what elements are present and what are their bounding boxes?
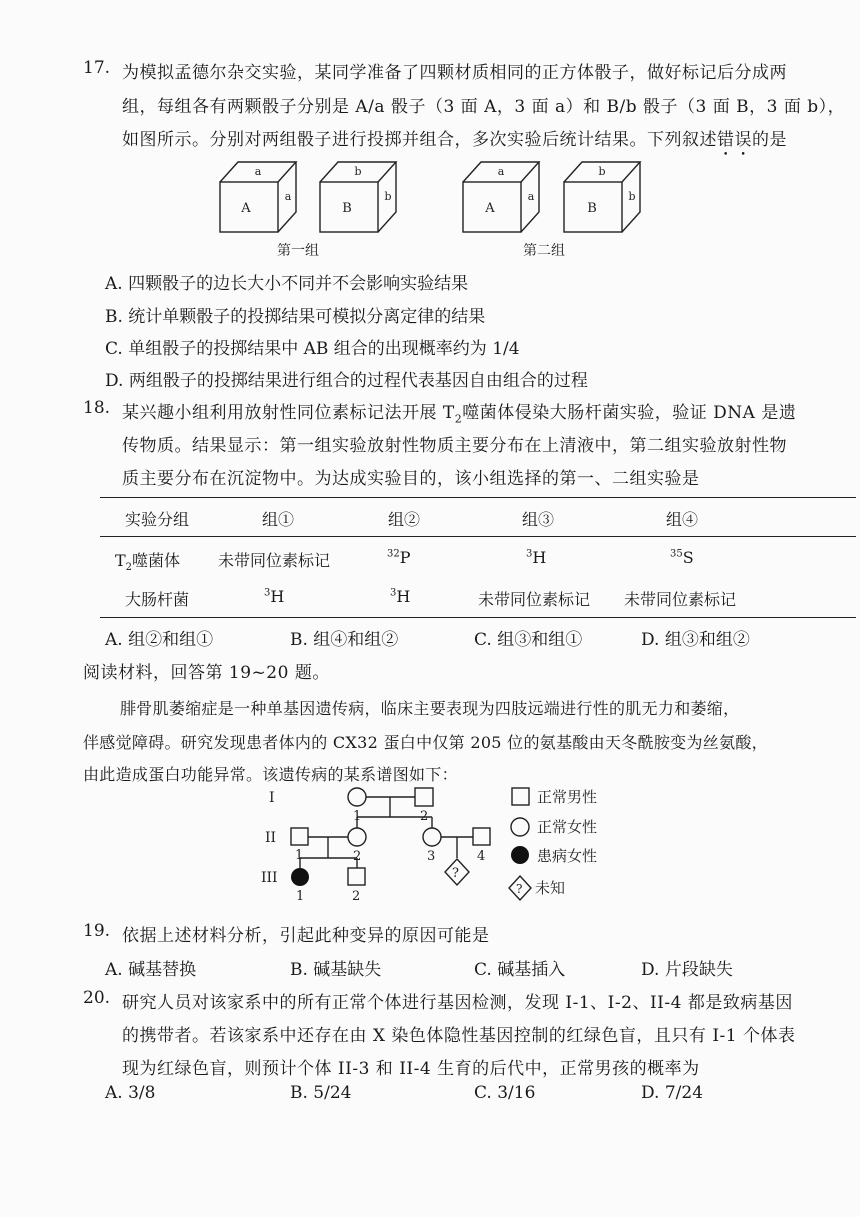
q17-option-b: B. 统计单颗骰子的投掷结果可模拟分离定律的结果	[105, 307, 486, 327]
legend-normal-female: 正常女性	[537, 818, 598, 836]
table-row1-g1: 未带同位素标记	[218, 551, 331, 570]
die3-front: A	[485, 201, 495, 216]
q19-option-d: D. 片段缺失	[641, 960, 733, 980]
table-row2-g4: 未带同位素标记	[624, 590, 737, 609]
II-4-male	[473, 828, 490, 845]
q19-stem: 依据上述材料分析，引起此种变异的原因可能是	[122, 926, 490, 946]
table-row1-g3: $^3$H	[526, 548, 547, 567]
legend-female-icon	[511, 818, 529, 836]
reading-p2: 伴感觉障碍。研究发现患者体内的 CX32 蛋白中仅第 205 位的氨基酸由天冬酰胺变为丝氨酸，	[83, 733, 768, 752]
q19-option-b: B. 碱基缺失	[290, 960, 382, 980]
table-row2-g3: 未带同位素标记	[478, 590, 591, 609]
table-header-g1: 组①	[262, 510, 295, 529]
q17-stem-line2: 组，每组各有两颗骰子分别是 A/a 骰子（3 面 A，3 面 a）和 B/b 骰子（3 面 B，3 面 b），	[122, 97, 846, 117]
table-bottom-rule	[100, 617, 856, 618]
table-header-g2: 组②	[388, 510, 421, 529]
table-row1-g2: $^{32}$P	[387, 548, 411, 567]
q20-option-b: B. 5/24	[290, 1083, 352, 1103]
die2-top: b	[354, 165, 362, 178]
die2-front: B	[342, 201, 352, 216]
table-header-g3: 组③	[522, 510, 555, 529]
gen-I-label: I	[269, 790, 275, 806]
I-2-num: 2	[420, 809, 429, 824]
q18-stem-line2: 传物质。结果显示：第一组实验放射性物质主要分布在上清液中，第二组实验放射性物	[122, 436, 787, 456]
q17-stem-line1: 为模拟孟德尔杂交实验，某同学准备了四颗材质相同的正方体骰子，做好标记后分成两	[122, 63, 787, 83]
table-top-rule	[100, 497, 856, 498]
II-3-num: 3	[427, 849, 436, 864]
III-2-male	[348, 868, 365, 885]
q18-stem-line3: 质主要分布在沉淀物中。为达成实验目的，该小组选择的第一、二组实验是	[122, 469, 700, 489]
reading-p1: 腓骨肌萎缩症是一种单基因遗传病，临床主要表现为四肢远端进行性的肌无力和萎缩，	[120, 699, 740, 718]
die2-side: b	[384, 190, 392, 203]
q19-option-c: C. 碱基插入	[474, 960, 566, 980]
die4-top: b	[598, 165, 606, 178]
table-row2-g2: $^3$H	[390, 587, 411, 606]
legend-unknown-mark: ?	[516, 882, 523, 896]
q17-stem-line3: 如图所示。分别对两组骰子进行投掷并组合，多次实验后统计结果。下列叙述错误的是	[122, 130, 787, 150]
gen-II-label: II	[265, 830, 277, 846]
q17-option-a: A. 四颗骰子的边长大小不同并不会影响实验结果	[105, 274, 469, 294]
emphasis-wrong: 错误	[717, 130, 752, 150]
q17-option-c: C. 单组骰子的投掷结果中 AB 组合的出现概率约为 1/4	[105, 339, 520, 359]
q18-option-c: C. 组③和组①	[474, 630, 583, 650]
q18-option-d: D. 组③和组②	[641, 630, 750, 650]
legend-unknown: 未知	[535, 879, 566, 897]
die4-front: B	[587, 201, 597, 216]
reading-p3: 由此造成蛋白功能异常。该遗传病的某系谱图如下：	[83, 765, 458, 784]
II-4-num: 4	[477, 849, 486, 864]
die1-top: a	[254, 165, 262, 178]
unknown-mark: ?	[452, 866, 459, 881]
table-header-rule	[100, 536, 856, 537]
pedigree-chart	[255, 780, 615, 906]
q17-number: 17.	[83, 58, 111, 78]
q20-option-d: D. 7/24	[641, 1083, 704, 1103]
I-2-male	[415, 788, 433, 806]
die3-top: a	[497, 165, 505, 178]
q18-stem-line1: 某兴趣小组利用放射性同位素标记法开展 $T_2$噬菌体侵染大肠杆菌实验，验证 DNA 是遗	[122, 403, 797, 426]
q20-option-c: C. 3/16	[474, 1083, 536, 1103]
II-1-num: 1	[295, 848, 304, 863]
group1-label: 第一组	[277, 243, 319, 259]
table-row1-label: $T_2$噬菌体	[115, 551, 181, 574]
III-1-affected-female	[291, 868, 309, 886]
table-row1-g4: $^{35}$S	[670, 548, 694, 567]
legend-normal-male: 正常男性	[537, 788, 598, 806]
q18-option-b: B. 组④和组②	[290, 630, 399, 650]
group2-label: 第二组	[523, 243, 565, 259]
table-row2-label: 大肠杆菌	[125, 590, 190, 609]
I-1-num: 1	[353, 809, 362, 824]
q20-stem-line3: 现为红绿色盲，则预计个体 II-3 和 II-4 生育的后代中，正常男孩的概率为	[122, 1059, 700, 1079]
III-2-num: 2	[352, 889, 361, 904]
q20-stem-line1: 研究人员对该家系中的所有正常个体进行基因检测，发现 I-1、I-2、II-4 都是致病基因	[122, 993, 793, 1013]
q17-option-d: D. 两组骰子的投掷结果进行组合的过程代表基因自由组合的过程	[105, 371, 588, 391]
reading-intro: 阅读材料，回答第 19~20 题。	[83, 663, 330, 683]
II-1-male	[291, 828, 308, 845]
legend-affected-icon	[511, 846, 529, 864]
q18-option-a: A. 组②和组①	[105, 630, 214, 650]
q19-number: 19.	[83, 921, 111, 941]
I-1-female	[348, 788, 366, 806]
die4-side: b	[628, 190, 636, 203]
table-header-group: 实验分组	[125, 510, 190, 529]
legend-affected-female: 患病女性	[537, 847, 598, 865]
q20-number: 20.	[83, 988, 111, 1008]
II-2-num: 2	[353, 849, 362, 864]
II-3-female	[423, 828, 441, 846]
III-1-num: 1	[296, 889, 305, 904]
q20-stem-line2: 的携带者。若该家系中还存在由 X 染色体隐性基因控制的红绿色盲，且只有 I-1 个体表	[122, 1026, 796, 1046]
legend-male-icon	[512, 788, 529, 805]
die1-side: a	[284, 190, 292, 203]
table-header-g4: 组④	[666, 510, 699, 529]
die1-front: A	[241, 201, 251, 216]
q20-option-a: A. 3/8	[105, 1083, 156, 1103]
gen-III-label: III	[261, 870, 278, 886]
II-2-female	[348, 828, 366, 846]
q19-option-a: A. 碱基替换	[105, 960, 197, 980]
die3-side: a	[527, 190, 535, 203]
table-row2-g1: $^3$H	[264, 587, 285, 606]
q18-number: 18.	[83, 398, 111, 418]
dice-figure	[210, 152, 660, 264]
